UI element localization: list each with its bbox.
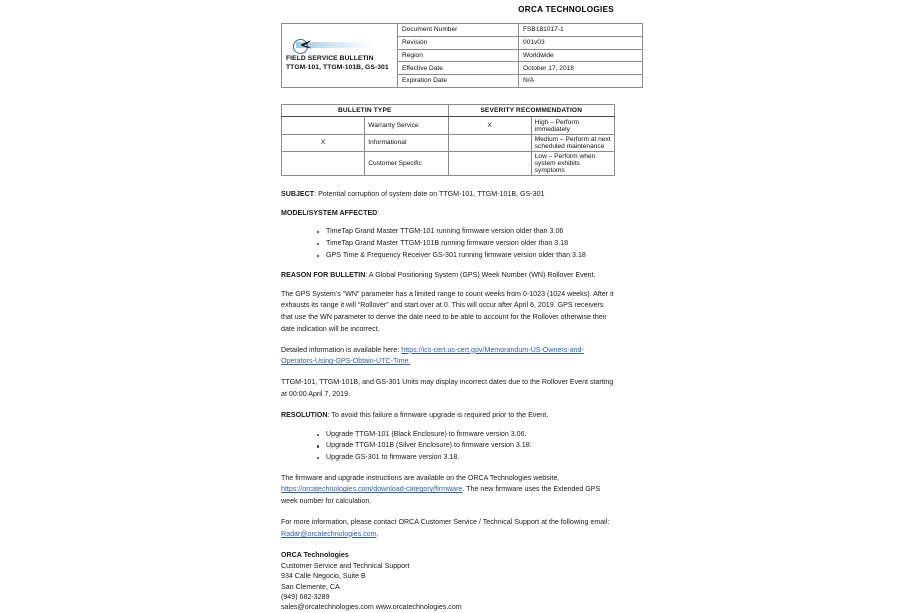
id-key-effective-date: Effective Date: [398, 62, 519, 75]
resolution-text: : To avoid this failure a firmware upgrade is required prior to the Event.: [327, 411, 549, 420]
company-header: ORCA TECHNOLOGIES: [518, 5, 614, 14]
id-key-region: Region: [398, 49, 519, 62]
list-item: Upgrade GS-301 to firmware version 3.18.: [317, 452, 614, 464]
footer-department: Customer Service and Technical Support: [281, 561, 410, 570]
checkbox-customer-specific[interactable]: [282, 151, 365, 175]
firmware-prefix-text: The firmware and upgrade instructions are available on the ORCA Technologies website,: [281, 473, 560, 482]
reason-label: REASON FOR BULLETIN: [281, 271, 366, 280]
table-row: [282, 24, 643, 37]
label-severity-high: High – Perform immediately: [531, 117, 614, 134]
list-item: TimeTap Grand Master TTGM-101 running firmware version older than 3.06: [317, 226, 614, 238]
checkbox-informational[interactable]: X: [282, 134, 365, 151]
checkbox-warranty-service[interactable]: [282, 117, 365, 134]
id-value-effective-date: October 17, 2018: [519, 62, 643, 75]
whale-tail-icon: [299, 38, 315, 51]
footer-contact-block: [281, 550, 614, 612]
id-value-region: Worldwide: [519, 49, 643, 62]
table-row: [282, 151, 615, 175]
resolution-label: RESOLUTION: [281, 411, 328, 420]
id-key-revision: Revision: [398, 36, 519, 49]
units-impact-paragraph: TTGM-101, TTGM-101B, and GS-301 Units may display incorrect dates due to the Rollover Event starting at 00:00 April 7, 2019.: [281, 378, 614, 399]
bulletin-type-table-wrapper: [0, 88, 900, 176]
label-informational: Informational: [365, 134, 448, 151]
label-severity-low: Low – Perform when system exhibits symptoms: [531, 151, 614, 175]
checkbox-severity-low[interactable]: [448, 151, 531, 175]
list-item: TimeTap Grand Master TTGM-101B running firmware version older than 3.18: [317, 238, 614, 250]
bulletin-title: FIELD SERVICE BULLETIN: [286, 54, 374, 62]
id-value-document-number: FSB181017-1: [519, 24, 643, 37]
firmware-suffix-text: . The new firmware uses the Extended GPS week number for calculation.: [281, 485, 601, 505]
checkbox-severity-high[interactable]: X: [448, 117, 531, 134]
id-value-expiration-date: N/A: [519, 75, 643, 88]
contact-suffix-text: .: [376, 529, 379, 538]
header-bulletin-type: BULLETIN TYPE: [282, 104, 449, 117]
resolution-paragraph: [281, 410, 614, 422]
model-affected-bullet-list: [281, 226, 614, 261]
label-customer-specific: Customer Specific: [365, 151, 448, 175]
identification-table-wrapper: [0, 14, 900, 88]
resolution-bullet-list: [281, 429, 614, 464]
id-key-document-number: Document Number: [398, 24, 519, 37]
bulletin-type-severity-table: [281, 104, 615, 176]
id-value-revision: 001v03: [519, 36, 643, 49]
ics-cert-link[interactable]: https://ics-cert.us-cert.gov/Memorandum-US-Owners-and-Operators-Using-GPS-Obtain-UTC-Time.: [281, 345, 584, 366]
header-severity-recommendation: SEVERITY RECOMMENDATION: [448, 104, 615, 117]
list-item: GPS Time & Frequency Receiver GS-301 running firmware version older than 3.18: [317, 250, 614, 262]
firmware-download-paragraph: [281, 473, 614, 508]
contact-email-paragraph: [281, 517, 614, 540]
reason-paragraph: [281, 270, 614, 282]
checkbox-severity-medium[interactable]: [448, 134, 531, 151]
gps-explanation-paragraph: The GPS System’s “WN” parameter has a limited range to count weeks from 0-1023 (1024 weeks). After it exhausts its range it will “Rollover” and start over at 0. This will occur after April 6, 2019. GPS receivers that use the WN parameter to derive the date need to be able to account for the Rollover otherwise their date indication will be incorrect.: [281, 289, 614, 333]
table-row: [282, 117, 615, 134]
footer-address-line-1: 934 Calle Negocio, Suite B: [281, 572, 366, 581]
model-affected-text: :: [377, 208, 380, 217]
list-item: Upgrade TTGM-101 (Black Enclosure) to firmware version 3.06.: [317, 429, 614, 441]
table-row: [282, 134, 615, 151]
id-key-expiration-date: Expiration Date: [398, 75, 519, 88]
footer-company-name: ORCA Technologies: [281, 551, 349, 560]
footer-phone: (949) 682-3289: [281, 592, 330, 601]
detailed-information-prefix: Detailed information is available here:: [281, 345, 402, 354]
table-header-row: [282, 104, 615, 117]
contact-prefix-text: For more information, please contact ORCA Customer Service / Technical Support at the following email:: [281, 518, 610, 527]
firmware-download-link[interactable]: https://orcatechnologies.com/download-category/firmware: [281, 485, 463, 494]
model-affected-paragraph: [281, 208, 614, 220]
footer-address-line-2: San Clemente, CA: [281, 582, 340, 591]
identification-table: [281, 23, 643, 88]
subject-label: SUBJECT: [281, 189, 315, 198]
orca-logo: [286, 38, 385, 52]
subject-paragraph: [281, 189, 614, 201]
detailed-information-paragraph: [281, 345, 614, 368]
bulletin-models: TTGM-101, TTGM-101B, GS-301: [286, 64, 389, 72]
list-item: Upgrade TTGM-101B (Silver Enclosure) to firmware version 3.18.: [317, 440, 614, 452]
label-severity-medium: Medium – Perform at next scheduled maintenance: [531, 134, 614, 151]
label-warranty-service: Warranty Service: [365, 117, 448, 134]
radar-email-link[interactable]: Radar@orcatechnologies.com: [281, 529, 377, 538]
document-body: [0, 176, 900, 613]
reason-text: : A Global Positioning System (GPS) Week Number (WN) Rollover Event.: [365, 271, 596, 280]
footer-email-and-website: sales@orcatechnologies.com www.orcatechnologies.com: [281, 603, 462, 612]
logo-cell: [282, 24, 398, 88]
model-affected-label: MODEL/SYSTEM AFFECTED: [281, 208, 378, 217]
subject-text: : Potential corruption of system date on TTGM-101, TTGM-101B, GS-301: [314, 189, 545, 198]
